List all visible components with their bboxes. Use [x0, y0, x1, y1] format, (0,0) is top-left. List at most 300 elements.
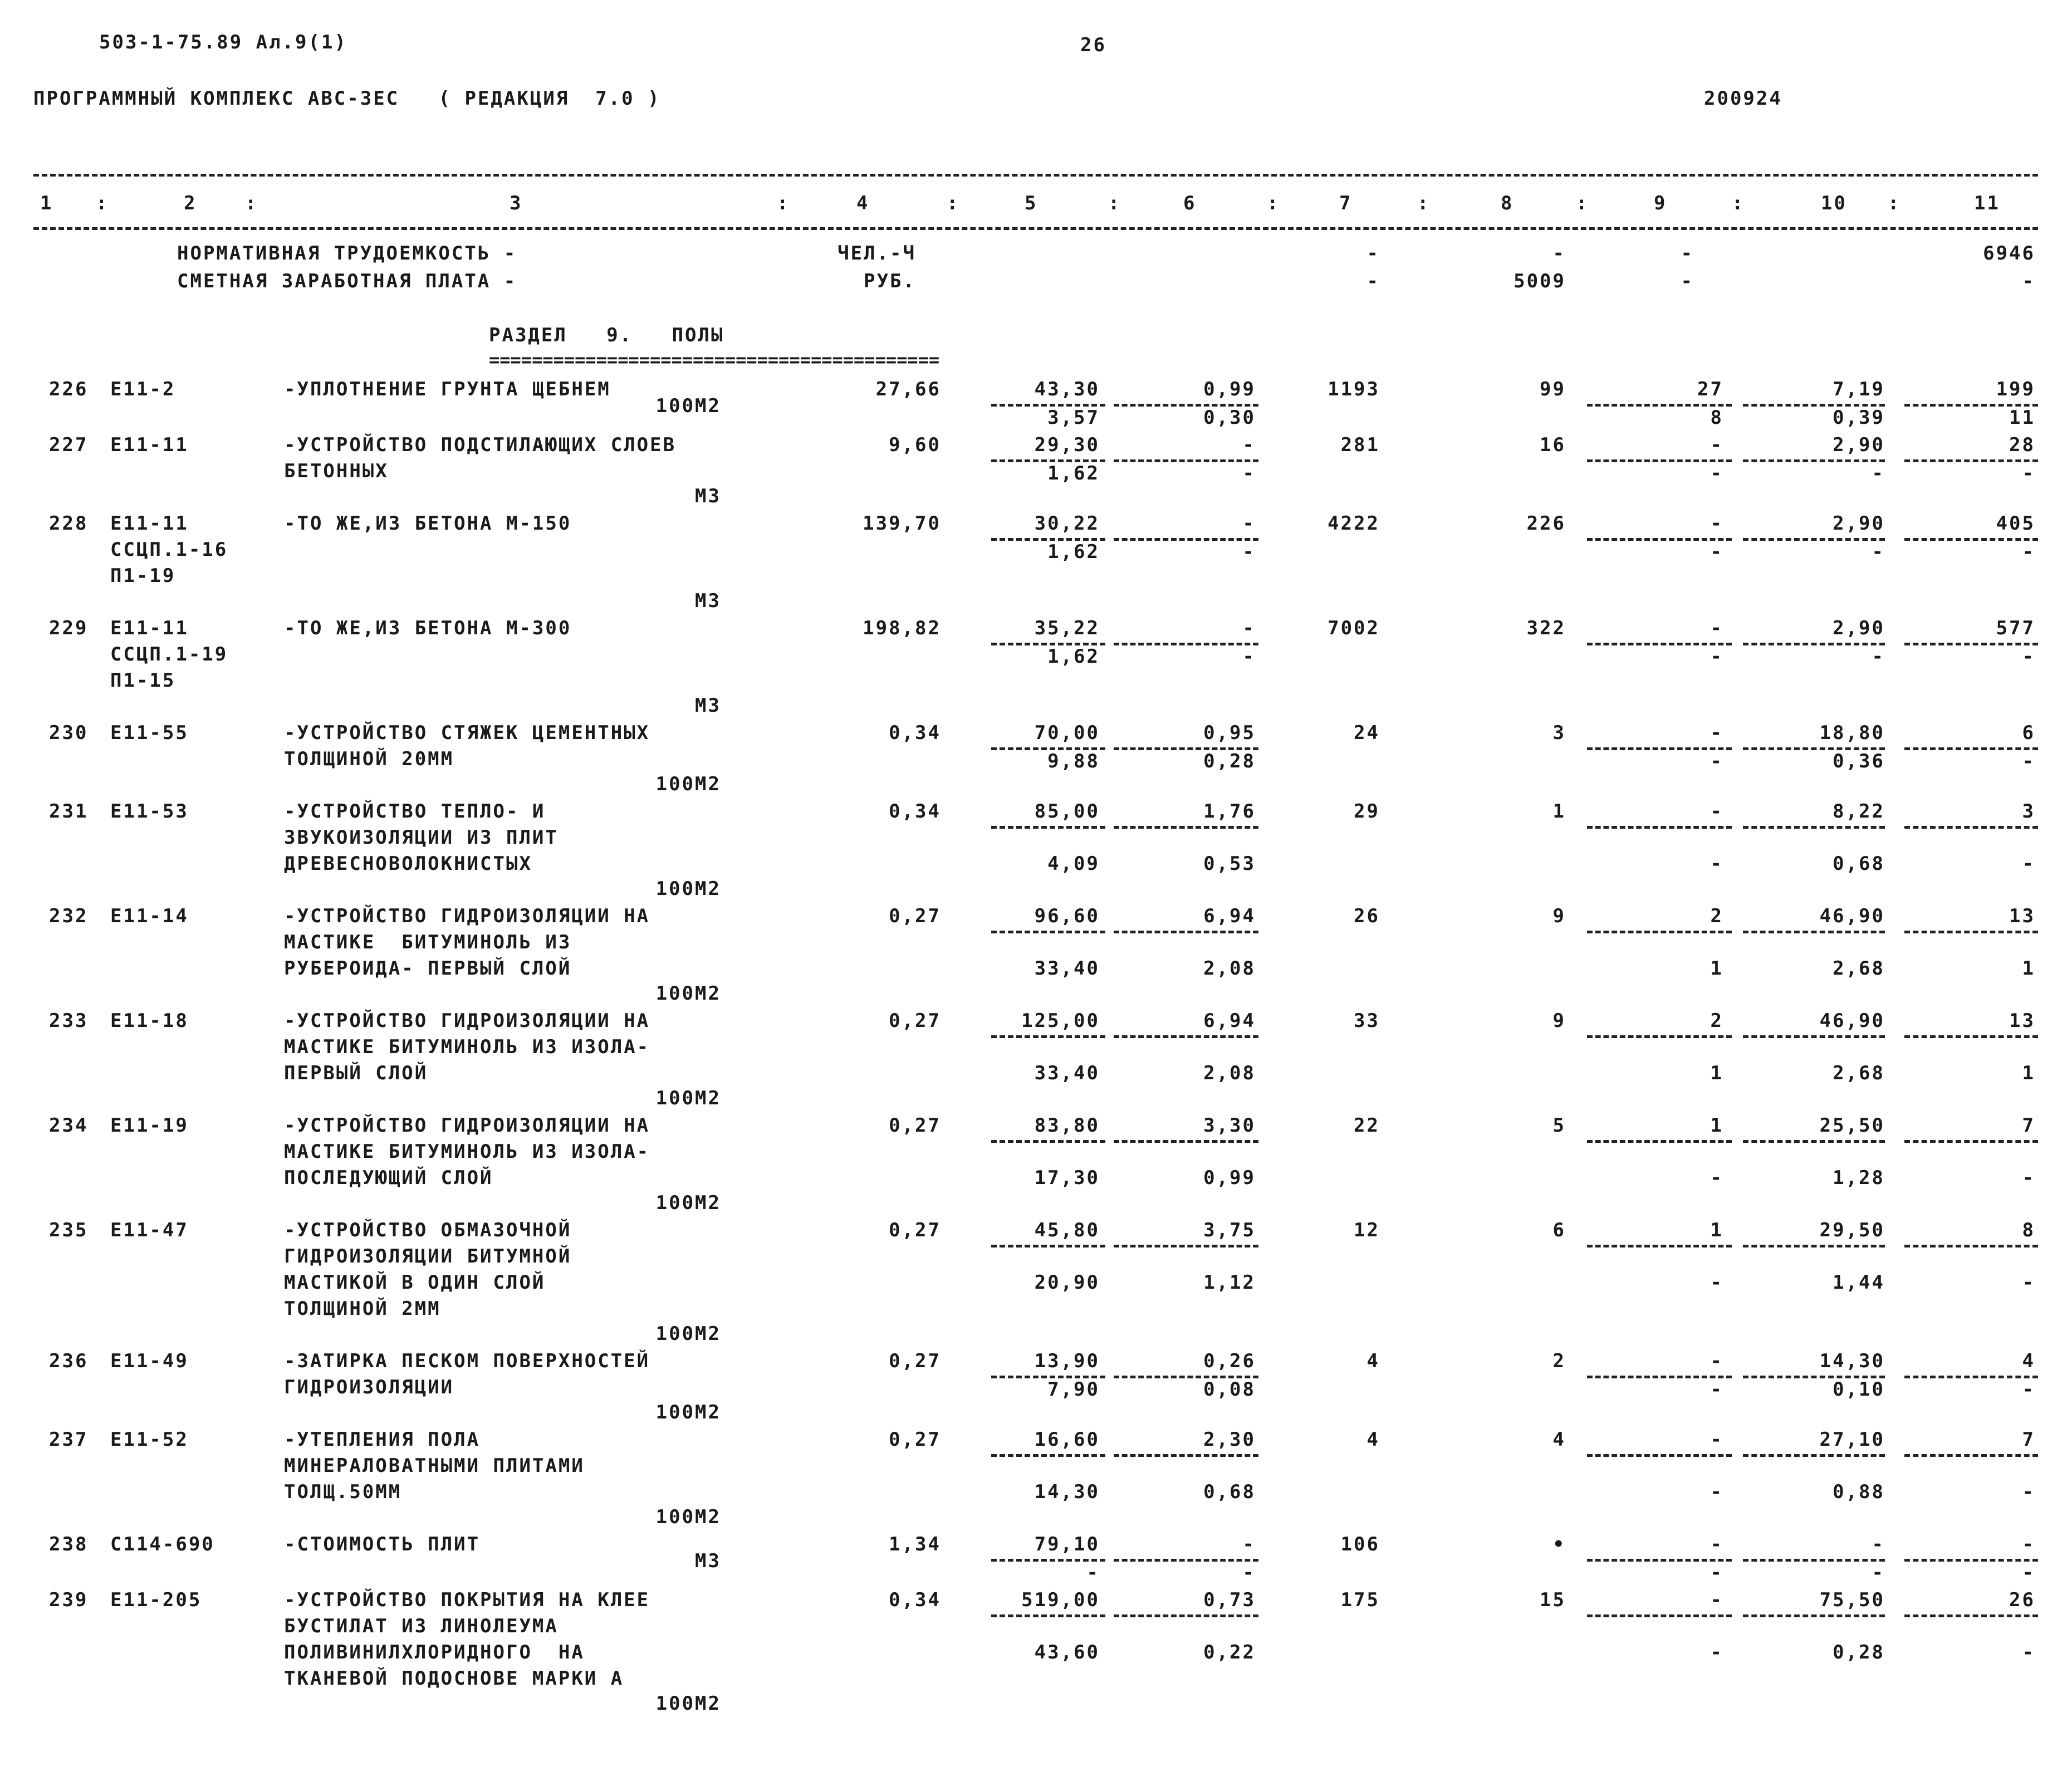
row-col10: 8,22: [1833, 800, 1885, 823]
row-col7: 33: [1354, 1010, 1380, 1032]
row-col11-secondary: 1: [2022, 1062, 2035, 1084]
row-number: 227: [49, 434, 89, 456]
row-unit: 100М2: [655, 1506, 721, 1528]
row-col11: 199: [1996, 378, 2035, 400]
column-header-1: 1: [40, 192, 53, 214]
row-col11: 28: [2009, 434, 2035, 456]
row-col11-secondary: -: [2022, 1378, 2035, 1401]
row-rule-col9: [1587, 459, 1732, 462]
header-rule-bottom: [33, 227, 2038, 230]
row-col7: 1193: [1328, 378, 1380, 400]
row-col6-secondary: 0,08: [1203, 1378, 1256, 1401]
row-col8: 5: [1552, 1114, 1566, 1137]
row-rule-col11: [1904, 747, 2038, 750]
program-title: ПРОГРАММНЫЙ КОМПЛЕКС АВС-3ЕС ( РЕДАКЦИЯ 7.0 ): [33, 87, 661, 110]
row-rule-col9: [1587, 826, 1732, 829]
row-description: ДРЕВЕСНОВОЛОКНИСТЫХ: [284, 853, 532, 875]
row-col5: 79,10: [1034, 1533, 1100, 1555]
row-quantity: 1,34: [889, 1533, 941, 1555]
row-col9: 2: [1710, 1010, 1723, 1032]
row-col7: 281: [1340, 434, 1380, 456]
row-rule-col9: [1587, 1559, 1732, 1562]
row-col5-secondary: 4,09: [1047, 853, 1100, 875]
row-rule-col10: [1743, 1614, 1885, 1617]
row-rule-col6: [1114, 538, 1258, 541]
summary-col11: 6946: [1983, 242, 2035, 265]
row-rule-col11: [1904, 1035, 2038, 1038]
row-rule-col6: [1114, 1614, 1258, 1617]
column-header-11: 11: [1974, 192, 2000, 214]
column-header-6: 6: [1183, 192, 1197, 214]
row-col5: 45,80: [1034, 1219, 1100, 1241]
row-col5: 519,00: [1021, 1589, 1100, 1611]
row-rule-col11: [1904, 931, 2038, 933]
row-col9: -: [1710, 1533, 1723, 1555]
row-rule-col6: [1114, 1559, 1258, 1562]
row-description: -УСТРОЙСТВО ПОКРЫТИЯ НА КЛЕЕ: [284, 1589, 650, 1611]
row-col9: -: [1710, 1428, 1723, 1451]
row-col8: 4: [1552, 1428, 1566, 1451]
row-col5-secondary: 1,62: [1047, 462, 1100, 485]
row-col6-secondary: 0,53: [1203, 853, 1256, 875]
column-separator: :: [1108, 192, 1121, 214]
row-number: 230: [49, 722, 89, 744]
row-col5-secondary: 1,62: [1047, 645, 1100, 668]
row-description: ЗВУКОИЗОЛЯЦИИ ИЗ ПЛИТ: [284, 826, 559, 849]
row-quantity: 0,27: [889, 1114, 941, 1137]
row-col6: 3,75: [1203, 1219, 1256, 1241]
row-rule-col9: [1587, 1140, 1732, 1143]
row-col8: 99: [1540, 378, 1566, 400]
row-code: ССЦП.1-19: [110, 643, 228, 666]
row-col5: 35,22: [1034, 617, 1100, 639]
row-quantity: 0,27: [889, 905, 941, 927]
row-col8: 226: [1526, 512, 1566, 535]
row-code: Е11-11: [110, 434, 189, 456]
row-description: -ЗАТИРКА ПЕСКОМ ПОВЕРХНОСТЕЙ: [284, 1350, 650, 1372]
row-code: Е11-49: [110, 1350, 189, 1372]
row-col6: 6,94: [1203, 1010, 1256, 1032]
row-description: РУБЕРОИДА- ПЕРВЫЙ СЛОЙ: [284, 957, 572, 980]
row-unit: М3: [695, 694, 721, 717]
row-description: -СТОИМОСТЬ ПЛИТ: [284, 1533, 481, 1555]
document-code: 503-1-75.89 Ал.9(1): [99, 31, 347, 53]
summary-col11: -: [2022, 270, 2035, 292]
row-number: 226: [49, 378, 89, 400]
row-col10-secondary: -: [1872, 645, 1885, 668]
column-header-3: 3: [510, 192, 523, 214]
row-col8: 15: [1540, 1589, 1566, 1611]
row-col9: 27: [1697, 378, 1723, 400]
row-rule-col11: [1904, 1140, 2038, 1143]
row-col10: 2,90: [1833, 434, 1885, 456]
row-col9: -: [1710, 617, 1723, 639]
row-unit: 100М2: [655, 982, 721, 1005]
row-col7: 29: [1354, 800, 1380, 823]
row-col5: 43,30: [1034, 378, 1100, 400]
row-quantity: 0,27: [889, 1219, 941, 1241]
row-code: Е11-2: [110, 378, 176, 400]
row-col9-secondary: -: [1710, 1641, 1723, 1664]
row-col11-secondary: -: [2022, 1641, 2035, 1664]
column-separator: :: [96, 192, 109, 214]
row-description: ПОЛИВИНИЛХЛОРИДНОГО НА: [284, 1641, 585, 1664]
row-col6: -: [1242, 512, 1256, 535]
row-col5: 96,60: [1034, 905, 1100, 927]
row-col6: 6,94: [1203, 905, 1256, 927]
row-rule-col6: [1114, 643, 1258, 645]
row-col6-secondary: -: [1242, 645, 1256, 668]
row-rule-col9: [1587, 747, 1732, 750]
row-description: МАСТИКОЙ В ОДИН СЛОЙ: [284, 1271, 546, 1294]
row-description: ТОЛЩ.50ММ: [284, 1481, 402, 1503]
row-rule-col10: [1743, 1559, 1885, 1562]
row-code: Е11-205: [110, 1589, 202, 1611]
row-col9-secondary: -: [1710, 1562, 1723, 1584]
row-description: МАСТИКЕ БИТУМИНОЛЬ ИЗ: [284, 931, 572, 953]
row-number: 229: [49, 617, 89, 639]
row-col6: 2,30: [1203, 1428, 1256, 1451]
row-rule-col5: [991, 1245, 1105, 1247]
row-description: ГИДРОИЗОЛЯЦИИ: [284, 1376, 454, 1398]
column-separator: :: [1888, 192, 1901, 214]
column-header-9: 9: [1654, 192, 1667, 214]
row-col11: 405: [1996, 512, 2035, 535]
row-quantity: 0,34: [889, 1589, 941, 1611]
summary-col9: -: [1681, 242, 1694, 265]
row-description: -УСТРОЙСТВО ОБМАЗОЧНОЙ: [284, 1219, 572, 1241]
row-number: 232: [49, 905, 89, 927]
row-col11-secondary: -: [2022, 645, 2035, 668]
row-col11-secondary: -: [2022, 462, 2035, 485]
row-quantity: 0,27: [889, 1428, 941, 1451]
row-rule-col11: [1904, 1559, 2038, 1562]
row-description: ГИДРОИЗОЛЯЦИИ БИТУМНОЙ: [284, 1245, 572, 1268]
row-col6-secondary: 0,68: [1203, 1481, 1256, 1503]
row-number: 236: [49, 1350, 89, 1372]
row-col9: 1: [1710, 1114, 1723, 1137]
row-col5: 30,22: [1034, 512, 1100, 535]
row-col6: 3,30: [1203, 1114, 1256, 1137]
row-quantity: 0,34: [889, 722, 941, 744]
row-col10-secondary: 0,39: [1833, 407, 1885, 429]
row-rule-col10: [1743, 1245, 1885, 1247]
row-rule-col10: [1743, 931, 1885, 933]
row-col8: 1: [1552, 800, 1566, 823]
row-rule-col5: [991, 1454, 1105, 1457]
row-col6: 0,73: [1203, 1589, 1256, 1611]
row-col5: 70,00: [1034, 722, 1100, 744]
row-rule-col9: [1587, 404, 1732, 407]
row-code: Е11-14: [110, 905, 189, 927]
row-col11-secondary: -: [2022, 853, 2035, 875]
row-col9: -: [1710, 434, 1723, 456]
row-description: -УТЕПЛЕНИЯ ПОЛА: [284, 1428, 481, 1451]
row-col5: 85,00: [1034, 800, 1100, 823]
row-unit: 100М2: [655, 1323, 721, 1345]
row-unit: 100М2: [655, 395, 721, 417]
row-rule-col5: [991, 1614, 1105, 1617]
row-col5: 125,00: [1021, 1010, 1100, 1032]
row-rule-col11: [1904, 459, 2038, 462]
row-rule-col9: [1587, 643, 1732, 645]
row-description: ТОЛЩИНОЙ 20ММ: [284, 748, 454, 770]
row-rule-col5: [991, 1035, 1105, 1038]
row-col5-secondary: -: [1086, 1562, 1100, 1584]
row-col11-secondary: -: [2022, 1481, 2035, 1503]
summary-label: НОРМАТИВНАЯ ТРУДОЕМКОСТЬ -: [177, 242, 517, 265]
column-header-2: 2: [184, 192, 197, 214]
row-col5-secondary: 3,57: [1047, 407, 1100, 429]
row-rule-col11: [1904, 1245, 2038, 1247]
row-col7: 12: [1354, 1219, 1380, 1241]
row-code: Е11-11: [110, 617, 189, 639]
row-col10: 46,90: [1819, 905, 1885, 927]
row-col9-secondary: -: [1710, 1167, 1723, 1189]
row-col7: 4: [1366, 1350, 1380, 1372]
row-col6: 0,95: [1203, 722, 1256, 744]
row-number: 233: [49, 1010, 89, 1032]
row-code: П1-19: [110, 565, 176, 587]
row-rule-col10: [1743, 1454, 1885, 1457]
row-col5-secondary: 1,62: [1047, 541, 1100, 563]
row-quantity: 198,82: [863, 617, 941, 639]
row-code: П1-15: [110, 669, 176, 692]
row-rule-col9: [1587, 1245, 1732, 1247]
row-col8: 9: [1552, 905, 1566, 927]
row-rule-col6: [1114, 459, 1258, 462]
row-unit: 100М2: [655, 773, 721, 795]
row-col9-secondary: -: [1710, 1378, 1723, 1401]
row-code: С114-690: [110, 1533, 215, 1555]
row-col5: 29,30: [1034, 434, 1100, 456]
header-rule-top: [33, 174, 2038, 177]
row-description: -ТО ЖЕ,ИЗ БЕТОНА М-150: [284, 512, 572, 535]
row-col10: 25,50: [1819, 1114, 1885, 1137]
row-description: -УСТРОЙСТВО ТЕПЛО- И: [284, 800, 546, 823]
row-col6-secondary: 0,99: [1203, 1167, 1256, 1189]
row-col11: 4: [2022, 1350, 2035, 1372]
row-col7: 4: [1366, 1428, 1380, 1451]
summary-unit: РУБ.: [864, 270, 916, 292]
row-col9: 1: [1710, 1219, 1723, 1241]
row-col9-secondary: -: [1710, 1271, 1723, 1294]
row-col5: 16,60: [1034, 1428, 1100, 1451]
row-col6-secondary: -: [1242, 462, 1256, 485]
row-rule-col6: [1114, 1245, 1258, 1247]
row-quantity: 0,34: [889, 800, 941, 823]
row-rule-col6: [1114, 1140, 1258, 1143]
row-col10: -: [1872, 1533, 1885, 1555]
row-col6: 1,76: [1203, 800, 1256, 823]
row-col11-secondary: -: [2022, 750, 2035, 772]
row-col9: -: [1710, 512, 1723, 535]
row-col8: 322: [1526, 617, 1566, 639]
row-rule-col11: [1904, 1614, 2038, 1617]
row-col6-secondary: 0,22: [1203, 1641, 1256, 1664]
row-col10: 7,19: [1833, 378, 1885, 400]
row-rule-col6: [1114, 931, 1258, 933]
row-col11: 577: [1996, 617, 2035, 639]
row-description: МАСТИКЕ БИТУМИНОЛЬ ИЗ ИЗОЛА-: [284, 1141, 650, 1163]
program-code: 200924: [1704, 87, 1782, 110]
row-description: -УСТРОЙСТВО ГИДРОИЗОЛЯЦИИ НА: [284, 905, 650, 927]
row-col10: 27,10: [1819, 1428, 1885, 1451]
row-number: 237: [49, 1428, 89, 1451]
row-col6-secondary: 2,08: [1203, 957, 1256, 980]
row-col11-secondary: -: [2022, 1167, 2035, 1189]
row-description: БЕТОННЫХ: [284, 460, 389, 482]
row-unit: 100М2: [655, 878, 721, 900]
row-col5-secondary: 43,60: [1034, 1641, 1100, 1664]
row-rule-col10: [1743, 643, 1885, 645]
row-col11-secondary: -: [2022, 1562, 2035, 1584]
row-quantity: 0,27: [889, 1350, 941, 1372]
column-separator: :: [947, 192, 960, 214]
row-col5-secondary: 7,90: [1047, 1378, 1100, 1401]
page-number: 26: [1080, 34, 1106, 56]
row-col6: -: [1242, 1533, 1256, 1555]
row-rule-col5: [991, 826, 1105, 829]
row-col10-secondary: -: [1872, 1562, 1885, 1584]
row-rule-col10: [1743, 538, 1885, 541]
row-col6: 0,99: [1203, 378, 1256, 400]
row-col11: 13: [2009, 1010, 2035, 1032]
row-rule-col10: [1743, 1035, 1885, 1038]
row-col10: 2,90: [1833, 512, 1885, 535]
row-col5-secondary: 33,40: [1034, 957, 1100, 980]
row-number: 235: [49, 1219, 89, 1241]
row-col9-secondary: -: [1710, 645, 1723, 668]
row-rule-col6: [1114, 826, 1258, 829]
row-col5-secondary: 17,30: [1034, 1167, 1100, 1189]
row-col9: -: [1710, 1350, 1723, 1372]
row-description: -УСТРОЙСТВО ПОДСТИЛАЮЩИХ СЛОЕВ: [284, 434, 677, 456]
row-unit: 100М2: [655, 1192, 721, 1214]
row-col8: 3: [1552, 722, 1566, 744]
row-description: ПЕРВЫЙ СЛОЙ: [284, 1062, 428, 1084]
row-col7: 24: [1354, 722, 1380, 744]
row-rule-col5: [991, 1140, 1105, 1143]
row-quantity: 0,27: [889, 1010, 941, 1032]
summary-col8: 5009: [1513, 270, 1566, 292]
column-header-7: 7: [1339, 192, 1353, 214]
row-col10: 29,50: [1819, 1219, 1885, 1241]
row-col11: 7: [2022, 1114, 2035, 1137]
row-code: ССЦП.1-16: [110, 539, 228, 561]
column-separator: :: [1576, 192, 1589, 214]
column-separator: :: [1417, 192, 1431, 214]
row-col10-secondary: 0,10: [1833, 1378, 1885, 1401]
row-col6-secondary: 0,28: [1203, 750, 1256, 772]
row-col8: 9: [1552, 1010, 1566, 1032]
row-description: -ТО ЖЕ,ИЗ БЕТОНА М-300: [284, 617, 572, 639]
row-col6: 0,26: [1203, 1350, 1256, 1372]
row-col11: 13: [2009, 905, 2035, 927]
row-col6: -: [1242, 434, 1256, 456]
row-col7: 22: [1354, 1114, 1380, 1137]
row-col11: 7: [2022, 1428, 2035, 1451]
column-header-5: 5: [1025, 192, 1038, 214]
row-rule-col9: [1587, 538, 1732, 541]
row-col10-secondary: 0,68: [1833, 853, 1885, 875]
row-col5-secondary: 14,30: [1034, 1481, 1100, 1503]
row-col9-secondary: 1: [1710, 1062, 1723, 1084]
row-description: ТКАНЕВОЙ ПОДОСНОВЕ МАРКИ А: [284, 1667, 624, 1690]
row-col5-secondary: 9,88: [1047, 750, 1100, 772]
row-rule-col5: [991, 931, 1105, 933]
row-code: Е11-18: [110, 1010, 189, 1032]
row-rule-col9: [1587, 931, 1732, 933]
row-col5: 83,80: [1034, 1114, 1100, 1137]
row-col11: 8: [2022, 1219, 2035, 1241]
row-rule-col11: [1904, 1376, 2038, 1378]
row-quantity: 139,70: [863, 512, 941, 535]
row-code: Е11-47: [110, 1219, 189, 1241]
row-col9: -: [1710, 722, 1723, 744]
row-number: 231: [49, 800, 89, 823]
row-rule-col11: [1904, 538, 2038, 541]
row-rule-col10: [1743, 826, 1885, 829]
row-col9: -: [1710, 1589, 1723, 1611]
column-header-8: 8: [1501, 192, 1514, 214]
row-col11: 6: [2022, 722, 2035, 744]
row-col9-secondary: -: [1710, 541, 1723, 563]
row-description: -УПЛОТНЕНИЕ ГРУНТА ЩЕБНЕМ: [284, 378, 611, 400]
row-col8: 2: [1552, 1350, 1566, 1372]
summary-col8: -: [1552, 242, 1566, 265]
row-col11: 26: [2009, 1589, 2035, 1611]
row-unit: М3: [695, 590, 721, 612]
row-col9: -: [1710, 800, 1723, 823]
row-rule-col6: [1114, 1035, 1258, 1038]
row-code: Е11-19: [110, 1114, 189, 1137]
row-description: -УСТРОЙСТВО СТЯЖЕК ЦЕМЕНТНЫХ: [284, 722, 650, 744]
row-unit: 100М2: [655, 1087, 721, 1109]
row-col5-secondary: 20,90: [1034, 1271, 1100, 1294]
row-col9-secondary: 1: [1710, 957, 1723, 980]
row-description: МИНЕРАЛОВАТНЫМИ ПЛИТАМИ: [284, 1455, 585, 1477]
row-col8: •: [1552, 1533, 1566, 1555]
row-col10-secondary: 1,44: [1833, 1271, 1885, 1294]
row-rule-col9: [1587, 1454, 1732, 1457]
row-col7: 7002: [1328, 617, 1380, 639]
row-col10-secondary: 2,68: [1833, 957, 1885, 980]
row-col10: 2,90: [1833, 617, 1885, 639]
column-header-10: 10: [1821, 192, 1847, 214]
column-header-4: 4: [856, 192, 870, 214]
row-rule-col11: [1904, 826, 2038, 829]
summary-unit: ЧЕЛ.-Ч: [837, 242, 916, 265]
summary-col7: -: [1366, 242, 1380, 265]
row-quantity: 27,66: [875, 378, 941, 400]
row-description: МАСТИКЕ БИТУМИНОЛЬ ИЗ ИЗОЛА-: [284, 1036, 650, 1058]
row-code: Е11-53: [110, 800, 189, 823]
section-underline: ==========================================: [489, 349, 940, 370]
row-col10-secondary: 0,88: [1833, 1481, 1885, 1503]
row-col9: 2: [1710, 905, 1723, 927]
row-col9-secondary: 8: [1710, 407, 1723, 429]
row-col7: 106: [1340, 1533, 1380, 1555]
row-col7: 175: [1340, 1589, 1380, 1611]
summary-col7: -: [1366, 270, 1380, 292]
row-col7: 26: [1354, 905, 1380, 927]
row-col10-secondary: -: [1872, 462, 1885, 485]
row-col7: 4222: [1328, 512, 1380, 535]
row-col11-secondary: 11: [2009, 407, 2035, 429]
row-col10: 14,30: [1819, 1350, 1885, 1372]
row-col10-secondary: 0,28: [1833, 1641, 1885, 1664]
